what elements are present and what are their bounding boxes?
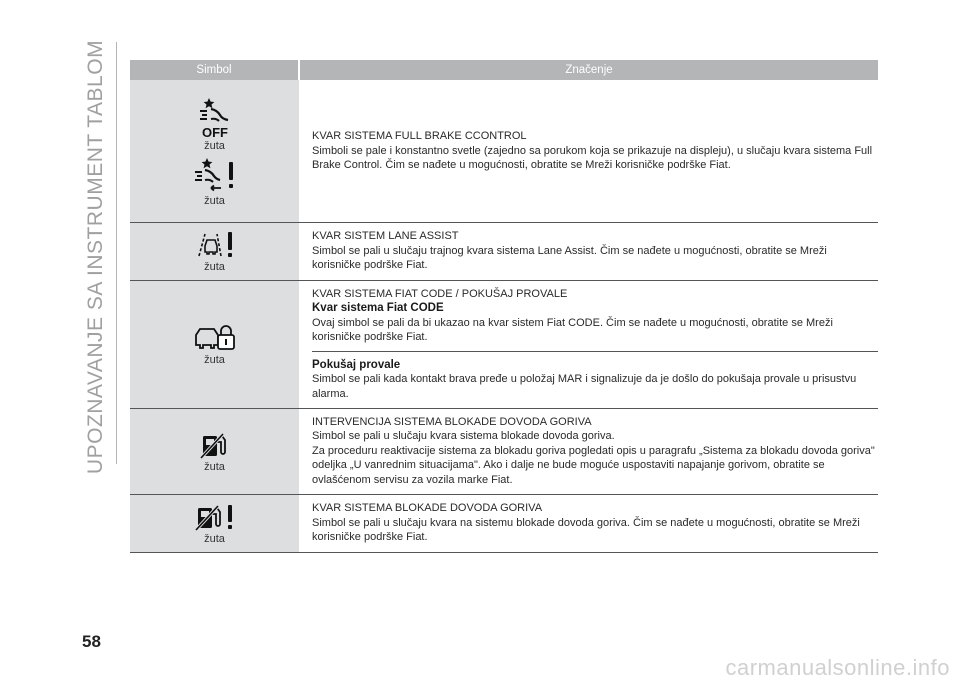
- subsection-block: [312, 351, 878, 402]
- symbol-color-label: žuta: [204, 260, 225, 273]
- symbol-color-label: žuta: [204, 353, 225, 366]
- full-brake-off-icon: [195, 95, 235, 139]
- side-section-title: [80, 39, 112, 475]
- meaning-text: Simbol se pali u slučaju kvara na sistemu blokade dovoda goriva. Čim se nađete u mogućnosti, obratite se Mreži korisničke podrške Fiat.: [312, 516, 860, 544]
- watermark: carmanualsonline.info: [725, 655, 950, 680]
- symbol-color-label: žuta: [204, 139, 225, 152]
- subsection-title: Kvar sistema Fiat CODE: [312, 302, 444, 315]
- meaning-title: KVAR SISTEM LANE ASSIST: [312, 230, 459, 243]
- table-row: [130, 222, 878, 280]
- lane-assist-fault-icon: [195, 230, 235, 260]
- meaning-title: KVAR SISTEMA FIAT CODE / POKUŠAJ PROVALE: [312, 287, 568, 300]
- meaning-cell: [299, 222, 878, 280]
- subsection-title: Pokušaj provale: [312, 358, 401, 371]
- table-row: [130, 80, 878, 222]
- symbol-color-label: žuta: [204, 460, 225, 473]
- symbol-color-label: žuta: [204, 194, 225, 207]
- table-header-row: [130, 60, 878, 80]
- full-brake-fault-icon: [193, 156, 237, 194]
- symbol-cell: [130, 222, 299, 280]
- meaning-text: Simboli se pale i konstantno svetle (zajedno sa porukom koja se prikazuje na displeju), u slučaju kvara sistema Full Brake Control. Čim se nađete u mogućnosti, obratite se Mreži korisničke podrške Fiat.: [312, 144, 873, 171]
- symbol-cell: [130, 494, 299, 552]
- subsection-text: Simbol se pali kada kontakt brava pređe u položaj MAR i signalizuje da je došlo do pokušaja provale u prisustvu alarma.: [312, 373, 857, 400]
- subsection-text: Ovaj simbol se pali da bi ukazao na kvar sistem Fiat CODE. Čim se nađete u mogućnosti, obratite se Mreži korisničke podrške Fiat.: [312, 316, 833, 344]
- meaning-cell: [299, 280, 878, 408]
- meaning-text: Simbol se pali u slučaju kvara sistema blokade dovoda goriva.: [312, 430, 615, 443]
- header-meaning: Značenje: [299, 60, 878, 80]
- fuel-cutoff-icon: [199, 430, 231, 460]
- meaning-title: INTERVENCIJA SISTEMA BLOKADE DOVODA GORIVA: [312, 415, 592, 428]
- symbol-cell: [130, 280, 299, 408]
- fuel-cutoff-fault-icon: [194, 502, 236, 532]
- meaning-cell: [299, 494, 878, 552]
- symbol-cell: [130, 80, 299, 222]
- header-symbol: Simbol: [130, 60, 299, 80]
- table-row: [130, 408, 878, 494]
- fiat-code-icon: [193, 323, 237, 353]
- meaning-text: Za proceduru reaktivacije sistema za blokadu goriva pogledati opis u paragrafu „Sistema za blokadu dovoda goriva" odeljka „U vanrednim situacijama". Ako i dalje ne bude moguće uspostaviti napajanje gorivom, obratite se ovlašćenom servisu za vozila marke Fiat.: [312, 444, 875, 486]
- meaning-text: Simbol se pali u slučaju trajnog kvara sistema Lane Assist. Čim se nađete u mogućnosti, obratite se Mreži korisničke podrške Fiat.: [312, 244, 827, 272]
- side-divider: [116, 42, 117, 464]
- meaning-title: KVAR SISTEMA FULL BRAKE CCONTROL: [312, 130, 527, 142]
- symbol-cell: [130, 408, 299, 494]
- meaning-cell: [299, 408, 878, 494]
- side-section-title-text: UPOZNAVANJE SA INSTRUMENT TABLOM: [84, 39, 107, 475]
- off-overlay-text: OFF: [201, 124, 228, 139]
- page-number: 58: [82, 632, 101, 651]
- table-row: [130, 280, 878, 408]
- warning-symbols-table: [130, 60, 878, 553]
- symbol-color-label: žuta: [204, 532, 225, 545]
- table-row: [130, 494, 878, 552]
- meaning-title: KVAR SISTEMA BLOKADE DOVODA GORIVA: [312, 502, 543, 515]
- meaning-cell: [299, 80, 878, 222]
